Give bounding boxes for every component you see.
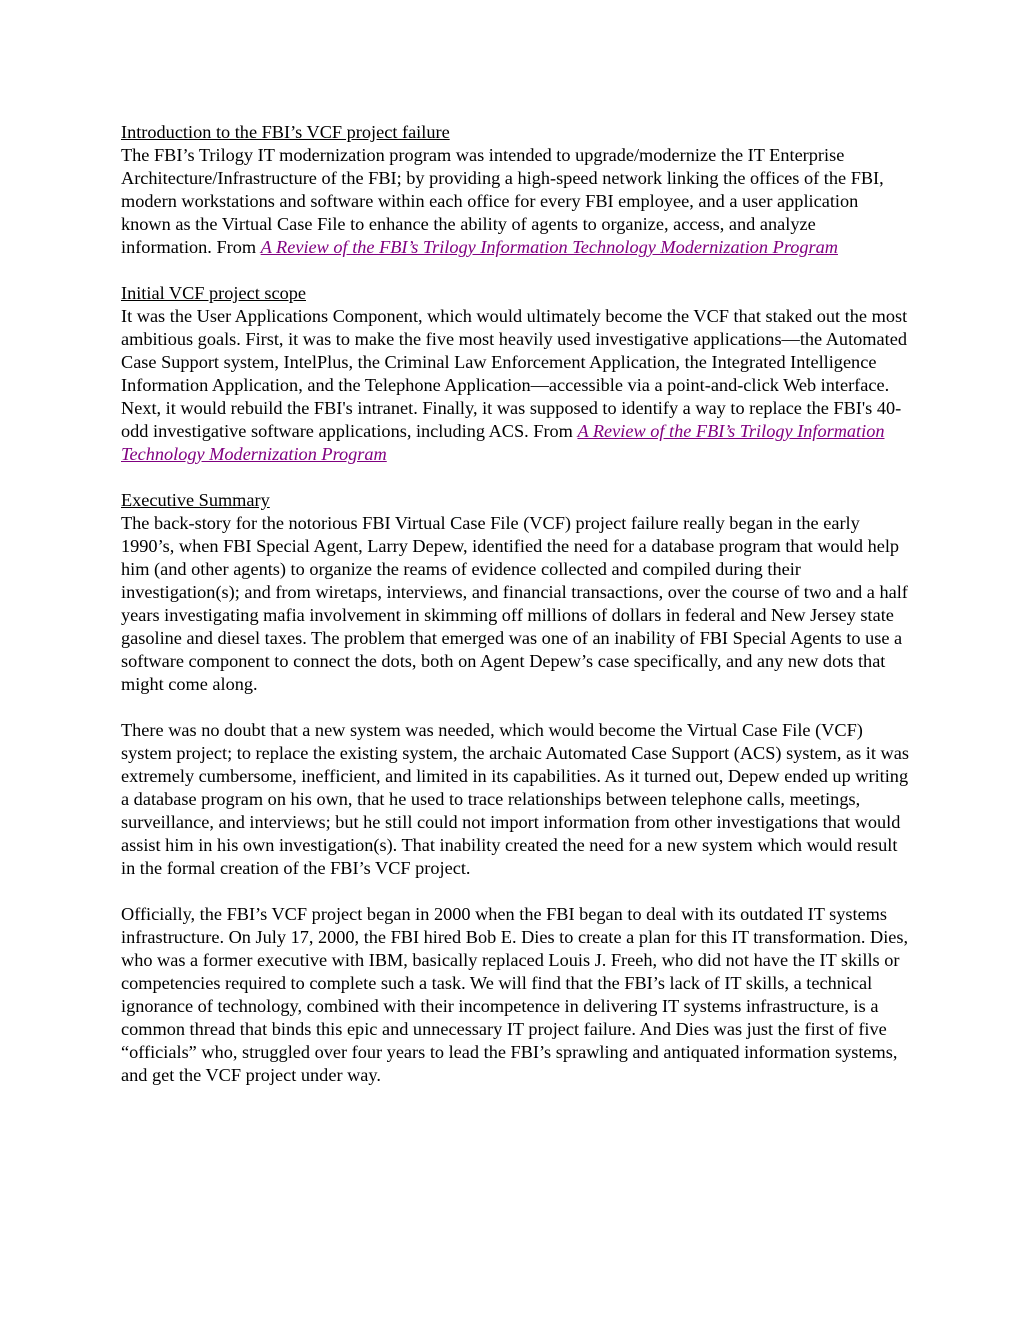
- section-initial-scope: [121, 282, 911, 466]
- section-heading: Executive Summary: [121, 490, 270, 510]
- section-heading: Initial VCF project scope: [121, 283, 306, 303]
- trilogy-review-link[interactable]: A Review of the FBI’s Trilogy Information Technology Modernization Program: [260, 237, 838, 257]
- section-body: It was the User Applications Component, which would ultimately become the VCF that staked out the most ambitious goals. First, it was to make the five most heavily used investigative applications—the Automated Case Support system, IntelPlus, the Criminal Law Enforcement Application, the Integrated Intelligence Information Application, and the Telephone Application—accessible via a point-and-click Web interface. Next, it would rebuild the FBI's intranet. Finally, it was supposed to identify a way to replace the FBI's 40-odd investigative software applications, including ACS. From: [121, 306, 908, 441]
- section-executive-summary: [121, 489, 911, 1087]
- summary-paragraph: The back-story for the notorious FBI Virtual Case File (VCF) project failure really began in the early 1990’s, when FBI Special Agent, Larry Depew, identified the need for a database program that would help him (and other agents) to organize the reams of evidence collected and compiled during their investigation(s); and from wiretaps, interviews, and financial transactions, over the course of two and a half years investigating mafia involvement in skimming off millions of dollars in federal and New Jersey state gasoline and diesel taxes. The problem that emerged was one of an inability of FBI Special Agents to use a software component to connect the dots, both on Agent Depew’s case specifically, and any new dots that might come along.: [121, 513, 908, 694]
- document-page: [121, 121, 911, 1110]
- section-body: The FBI’s Trilogy IT modernization program was intended to upgrade/modernize the IT Enterprise Architecture/Infrastructure of the FBI; by providing a high-speed network linking the offices of the FBI, modern workstations and software within each office for every FBI employee, and a user application known as the Virtual Case File to enhance the ability of agents to organize, access, and analyze information. From: [121, 145, 884, 257]
- summary-paragraph: Officially, the FBI’s VCF project began in 2000 when the FBI began to deal with its outdated IT systems infrastructure. On July 17, 2000, the FBI hired Bob E. Dies to create a plan for this IT transformation. Dies, who was a former executive with IBM, basically replaced Louis J. Freeh, who did not have the IT skills or competencies required to complete such a task. We will find that the FBI’s lack of IT skills, a technical ignorance of technology, combined with their incompetence in delivering IT systems infrastructure, is a common thread that binds this epic and unnecessary IT project failure. And Dies was just the first of five “officials” who, struggled over four years to lead the FBI’s sprawling and antiquated information systems, and get the VCF project under way.: [121, 904, 909, 1085]
- trilogy-review-link[interactable]: A Review of the FBI’s Trilogy Information Technology Modernization Program: [121, 421, 885, 464]
- section-introduction: [121, 121, 911, 259]
- summary-paragraph: There was no doubt that a new system was needed, which would become the Virtual Case File (VCF) system project; to replace the existing system, the archaic Automated Case Support (ACS) system, as it was extremely cumbersome, inefficient, and limited in its capabilities. As it turned out, Depew ended up writing a database program on his own, that he used to trace relationships between telephone calls, meetings, surveillance, and interviews; but he still could not import information from other investigations that would assist him in his own investigation(s). That inability created the need for a new system which would result in the formal creation of the FBI’s VCF project.: [121, 720, 909, 878]
- section-heading: Introduction to the FBI’s VCF project failure: [121, 122, 450, 142]
